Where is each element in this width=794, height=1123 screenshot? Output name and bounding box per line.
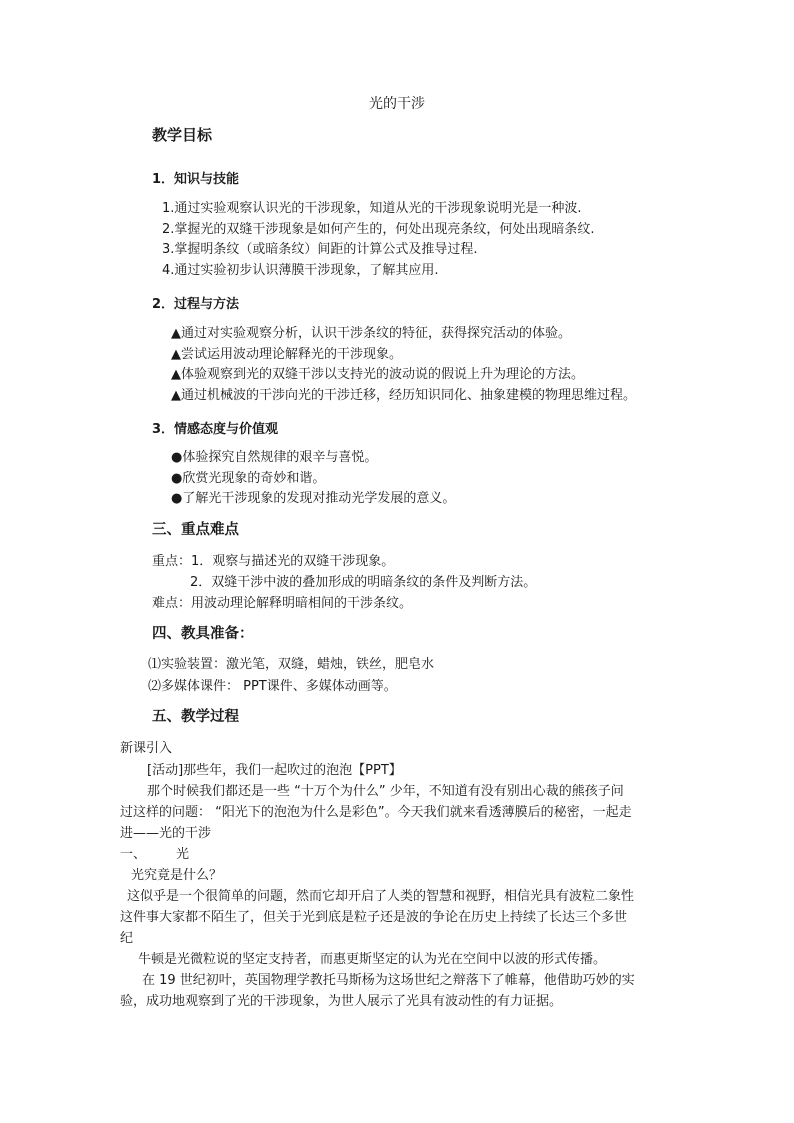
- question-line: 光究竟是什么？: [131, 868, 223, 883]
- process-item: ▲尝试运用波动理论解释光的干涉现象。: [171, 347, 402, 362]
- knowledge-heading: 1．知识与技能: [152, 172, 240, 187]
- difficult-point-line: 难点：用波动理论解释明暗相间的干涉条纹。: [152, 596, 413, 611]
- equipment-line: ⑵多媒体课件： PPT课件、多媒体动画等。: [148, 679, 397, 694]
- process-heading: 2．过程与方法: [152, 297, 240, 312]
- process-item: ▲通过机械波的干涉向光的干涉迁移，经历知识同化、抽象建模的物理思维过程。: [171, 388, 636, 403]
- objectives-heading: 教学目标: [152, 126, 213, 144]
- section-title: 光: [176, 847, 190, 862]
- page-title: 光的干涉: [369, 96, 425, 112]
- intro-label: 新课引入: [120, 741, 173, 756]
- knowledge-item: 1.通过实验观察认识光的干涉现象，知道从光的干涉现象说明光是一种波.: [162, 201, 582, 216]
- paragraph-line: 过这样的问题： “阳光下的泡泡为什么是彩色”。今天我们就来看透薄膜后的秘密，一起走: [120, 805, 632, 820]
- equipment-heading: 四、教具准备：: [152, 626, 254, 642]
- key-point-line: 2．双缝干涉中波的叠加形成的明暗条纹的条件及判断方法。: [190, 575, 537, 590]
- knowledge-item: 3.掌握明条纹（或暗条纹）间距的计算公式及推导过程.: [162, 242, 478, 257]
- knowledge-item: 2.掌握光的双缝干涉现象是如何产生的，何处出现亮条纹，何处出现暗条纹.: [162, 222, 595, 237]
- attitude-heading: 3．情感态度与价值观: [152, 422, 279, 437]
- paragraph-line: 牛顿是光微粒说的坚定支持者，而惠更斯坚定的认为光在空间中以波的形式传播。: [138, 952, 607, 967]
- paragraph-line: 进——光的干涉: [120, 826, 212, 841]
- attitude-item: ●欣赏光现象的奇妙和谐。: [171, 471, 326, 486]
- paragraph-line: 验，成功地观察到了光的干涉现象，为世人展示了光具有波动性的有力证据。: [120, 994, 563, 1009]
- attitude-item: ●体验探究自然规律的艰辛与喜悦。: [171, 450, 378, 465]
- paragraph-line: 纪: [120, 931, 134, 946]
- paragraph-line: 这件事大家都不陌生了，但关于光到底是粒子还是波的争论在历史上持续了长达三个多世: [120, 910, 628, 925]
- paragraph-line: 这似乎是一个很简单的问题，然而它却开启了人类的智慧和视野，相信光具有波粒二象性: [127, 889, 635, 904]
- teaching-process-heading: 五、教学过程: [152, 709, 239, 725]
- paragraph-line: 在 19 世纪初叶，英国物理学教托马斯杨为这场世纪之辩落下了帷幕，他借助巧妙的实: [142, 973, 635, 988]
- equipment-line: ⑴实验装置：激光笔，双缝，蜡烛，铁丝，肥皂水: [148, 657, 435, 672]
- key-point-line: 重点：1．观察与描述光的双缝干涉现象。: [152, 554, 395, 569]
- paragraph-line: 那个时候我们都还是一些 “十万个为什么” 少年，不知道有没有别出心裁的熊孩子问: [147, 784, 624, 799]
- process-item: ▲通过对实验观察分析，认识干涉条纹的特征，获得探究活动的体验。: [171, 326, 571, 341]
- process-item: ▲体验观察到光的双缝干涉以支持光的波动说的假说上升为理论的方法。: [171, 367, 584, 382]
- knowledge-item: 4.通过实验初步认识薄膜干涉现象，了解其应用.: [162, 263, 439, 278]
- attitude-item: ●了解光干涉现象的发现对推动光学发展的意义。: [171, 491, 456, 506]
- activity-line: [活动]那些年，我们一起吹过的泡泡【PPT】: [147, 763, 402, 778]
- section-number: 一、: [120, 847, 147, 862]
- key-points-heading: 三、重点难点: [152, 522, 239, 538]
